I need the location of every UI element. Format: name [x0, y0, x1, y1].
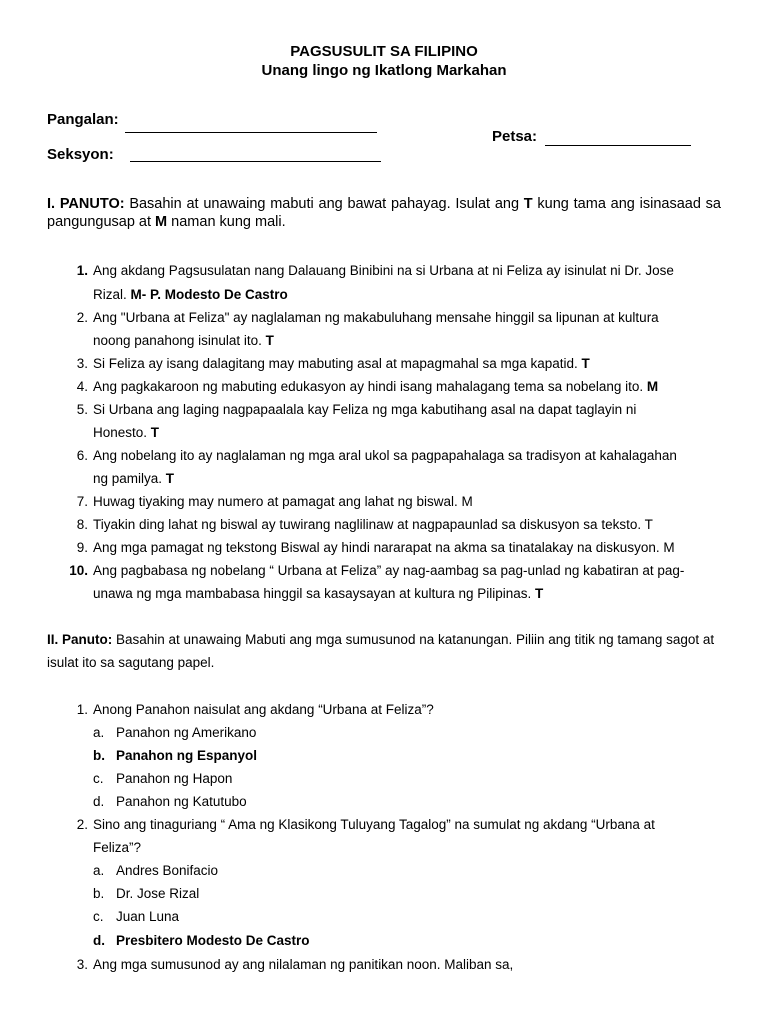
part1-instruction: I. PANUTO: Basahin at unawaing mabuti ang bawat pahayag. Isulat ang T kung tama ang isinasaad sa pangungusap at M naman kung mali. — [47, 196, 721, 230]
document-subtitle: Unang lingo ng Ikatlong Markahan — [261, 62, 507, 79]
part2-instruction: II. Panuto: Basahin at unawaing Mabuti ang mga sumusunod na katanungan. Piliin ang titik ng tamang sagot at isulat ito sa sagutang papel. — [47, 632, 715, 670]
part2-heading: II. Panuto: — [47, 632, 113, 647]
date-label: Petsa: — [492, 128, 538, 145]
quiz-page: PAGSUSULIT SA FILIPINO Unang lingo ng Ikatlong Markahan Pangalan: Petsa: Seksyon: I. PANUTO: Basahin at unawaing mabuti ang bawat pahayag. Isulat ang T kung tama ang isinasaad sa pangungusap at M naman kung mali. 1. Ang akdang Pagsusulatan nang Dalauang Binibini na si Urbana at ni Feliza ay isinulat ni Dr. Jose Rizal. M- P. Modesto De Castro 2. Ang "Urbana at Feliza" ay naglalaman ng makabuluhang mensahe hinggil sa lipunan at kultura noong panahong isinulat ito. T 3. Si Feliza ay isang dalagitang may mabuting asal at mapagmahal sa mga kapatid. T 4. Ang pagkakaroon ng mabuting edukasyon ay hindi isang mahalagang tema sa nobelang ito. M 5. Si Urbana ang laging nagpapaalala kay Feliza ng mga kabutihang asal na dapat taglayin ni Honesto. T 6. Ang nobelang ito ay naglalaman ng mga aral ukol sa pagpapahalaga sa tradisyon at kahalagahan ng pamilya. T 7. Huwag tiyaking may numero at pamagat ang lahat ng biswal. M 8. Tiyakin ding lahat ng biswal ay tuwirang naglilinaw at nagpapaunlad sa diskusyon sa teksto. T 9. Ang mga pamagat ng tekstong Biswal ay hindi nararapat na akma sa tinatalakay na diskusyon. M 10. Ang pagbabasa ng nobelang “ Urbana at Feliza” ay nag-aambag sa pag-unlad ng kabatiran at pag- unawa ng mga mambabasa hinggil sa kasaysayan at kultura ng Pilipinas. T II. Panuto: Basahin at unawaing Mabuti ang mga sumusunod na katanungan. Piliin ang titik ng tamang sagot at isulat ito sa sagutang papel. 1. Anong Panahon naisulat ang akdang “Urbana at Feliza”? a. Panahon ng Amerikano b. Panahon ng Espanyol c. Panahon ng Hapon d. Panahon ng Katutubo 2. Sino ang tinaguriang “ Ama ng Klasikong Tuluyang Tagalog” na sumulat ng akdang “Urbana at Feliza”? a. Andres Bonifacio b. Dr. Jose Rizal c. Juan Luna d. Presbitero Modesto De Castro 3. Ang mga sumusunod ay ang nilalaman ng panitikan noon. Maliban sa, — [0, 0, 768, 1024]
name-blank-line[interactable] — [125, 132, 377, 133]
date-blank-line[interactable] — [545, 145, 691, 146]
section-blank-line[interactable] — [130, 161, 381, 162]
answer-key: M- P. Modesto De Castro — [130, 287, 288, 302]
answer-key: M — [646, 379, 659, 394]
answer-key: T — [535, 586, 544, 601]
document-title: PAGSUSULIT SA FILIPINO — [290, 43, 478, 60]
part1-heading: I. PANUTO: — [47, 196, 125, 212]
answer-key: T — [265, 333, 274, 348]
section-label: Seksyon: — [47, 146, 114, 163]
name-label: Pangalan: — [47, 111, 119, 128]
answer-key: T — [581, 356, 590, 371]
answer-key: T — [150, 425, 160, 440]
answer-key: T — [165, 471, 175, 486]
